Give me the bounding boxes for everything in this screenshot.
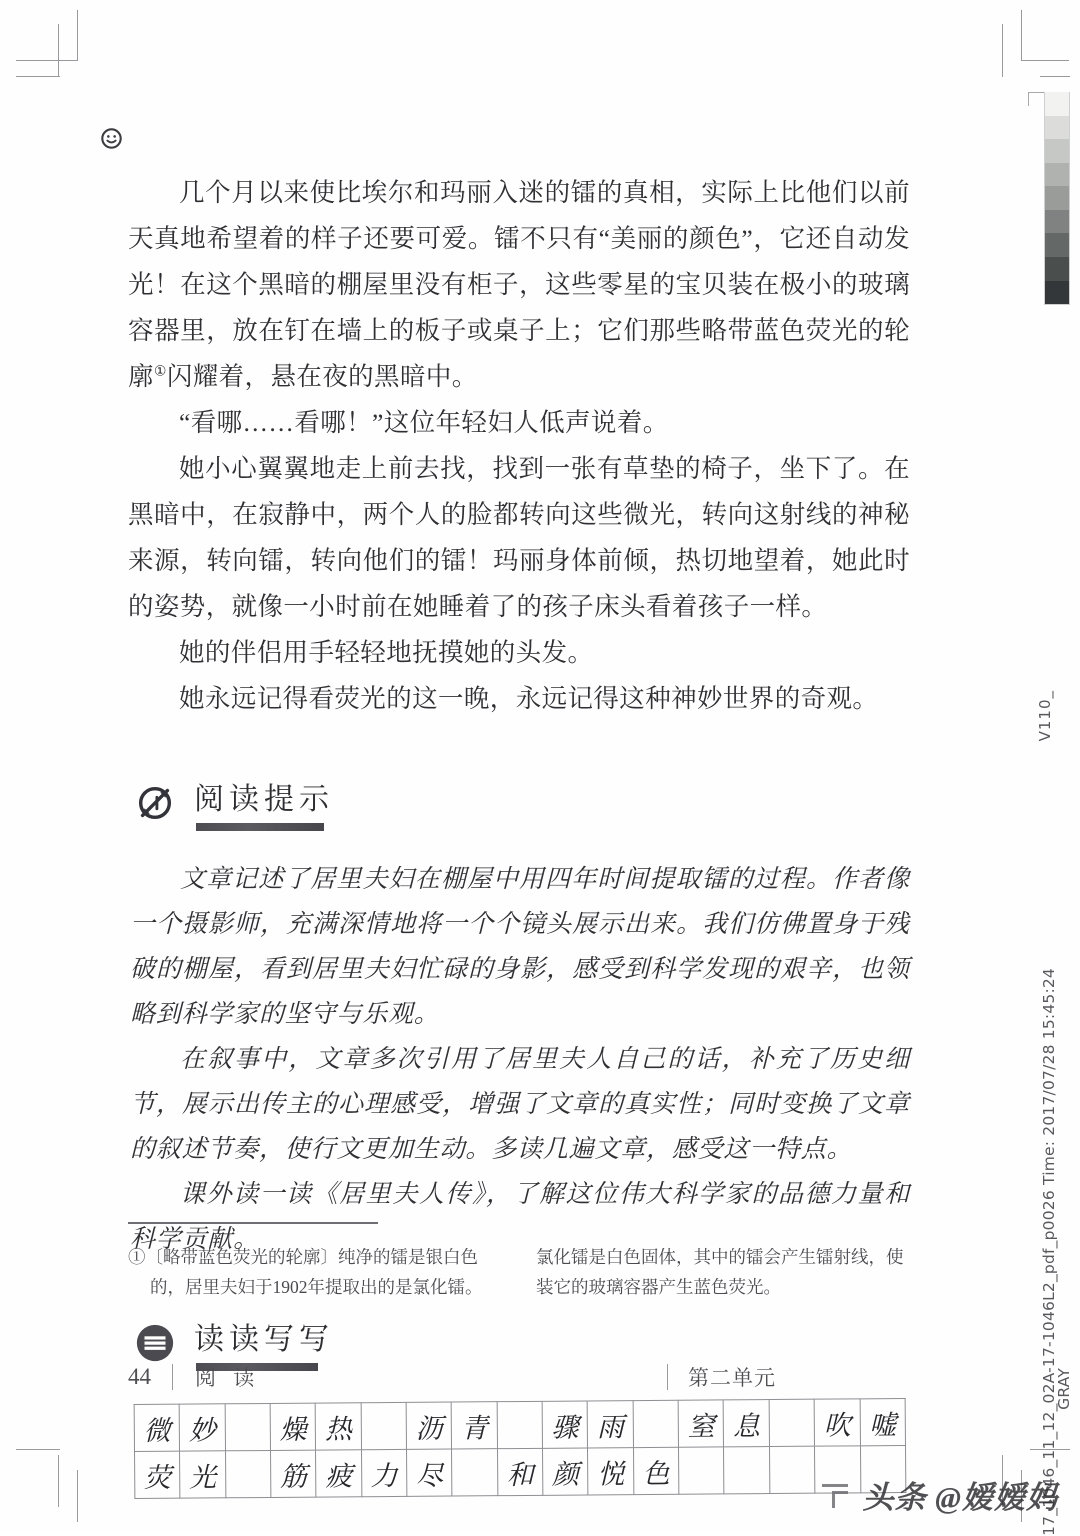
crop-mark-bottom-left-v2 — [77, 1470, 78, 1522]
footnote-column-left — [128, 1242, 500, 1302]
character-cell-filled: 雨 — [588, 1401, 634, 1448]
character-cell-blank — [633, 1400, 679, 1447]
section-reading-tips-underline — [196, 823, 324, 831]
grayscale-swatch-7 — [1045, 257, 1069, 281]
body-paragraph-2: “看哪……看哪！”这位年轻妇人低声说着。 — [179, 408, 669, 437]
character-cell-blank — [724, 1447, 770, 1494]
character-cell-blank — [452, 1449, 498, 1496]
character-cell-filled: 筋 — [271, 1450, 317, 1497]
crop-mark-top-left-v1 — [77, 10, 78, 61]
body-paragraph-4: 她的伴侣用手轻轻地抚摸她的头发。 — [179, 638, 594, 667]
footer-unit-label: 第二单元 — [688, 1366, 776, 1390]
footnote-block — [128, 1242, 918, 1302]
footnote-left-text: ①〔略带蓝色荧光的轮廓〕纯净的镭是银白色的，居里夫妇于1902年提取出的是氯化镭。 — [128, 1247, 483, 1297]
compass-arrow-circle-icon — [134, 782, 176, 824]
section-reading-tips — [128, 774, 910, 1262]
grayscale-calibration-strip — [1044, 92, 1070, 305]
grayscale-swatch-4 — [1045, 186, 1069, 210]
section-reading-tips-title-wrap — [194, 774, 334, 831]
hamburger-lines-circle-icon — [134, 1322, 176, 1364]
character-practice-grid-wrap — [134, 1398, 907, 1499]
body-paragraph-5: 她永远记得看荧光的这一晚，永远记得这种神妙世界的奇观。 — [179, 684, 879, 713]
section-reading-tips-title: 阅读提示 — [194, 783, 334, 816]
character-cell-filled: 嘘 — [860, 1398, 906, 1445]
character-cell-filled: 青 — [452, 1402, 498, 1449]
grayscale-swatch-1 — [1045, 116, 1069, 140]
reading-tips-paragraph-3: 课外读一读《居里夫人传》，了解这位伟大科学家的品德力量和科学贡献。 — [130, 1181, 910, 1253]
character-cell-filled: 息 — [724, 1400, 770, 1447]
character-cell-filled: 妙 — [179, 1404, 225, 1451]
character-grid-row — [134, 1398, 905, 1451]
character-grid-row — [135, 1445, 906, 1498]
page-footer — [128, 1362, 918, 1392]
body-paragraph-1 — [128, 170, 910, 400]
grayscale-swatch-3 — [1045, 163, 1069, 187]
grayscale-swatch-2 — [1045, 139, 1069, 163]
character-cell-filled: 骤 — [542, 1401, 588, 1448]
character-cell-filled: 疲 — [316, 1450, 362, 1497]
grayscale-strip-bracket-v — [1028, 92, 1029, 106]
section-reading-tips-body — [130, 857, 910, 1262]
footer-divider-right — [667, 1364, 668, 1390]
watermark — [818, 1472, 1058, 1517]
scan-id-label: 17_1046_11_12_02A-17-1046L2_pdf_p0026 Time: 2017/07/28 15:45:24 — [1040, 968, 1058, 1536]
crop-mark-top-right-h1 — [1021, 60, 1069, 61]
crop-mark-top-right-v2 — [1021, 10, 1022, 61]
section-reading-tips-header — [134, 774, 910, 831]
character-cell-filled: 力 — [361, 1449, 407, 1496]
smiley-face-icon — [101, 128, 122, 149]
crop-mark-top-left-h2 — [16, 76, 60, 77]
character-cell-filled: 尽 — [407, 1449, 453, 1496]
reading-tips-paragraph-1: 文章记述了居里夫妇在棚屋中用四年时间提取镭的过程。作者像一个摄影师，充满深情地将一个个镜头展示出来。我们仿佛置身于残破的棚屋，看到居里夫妇忙碌的身影，感受到科学发现的艰辛，也领略到科学家的坚守与乐观。 — [130, 866, 910, 1028]
section-read-write-title: 读读写写 — [194, 1323, 334, 1356]
crop-mark-top-right-h2 — [1040, 76, 1070, 77]
crop-mark-bottom-left-v1 — [58, 1455, 59, 1507]
body-paragraph-1-tail: 闪耀着，悬在夜的黑暗中。 — [166, 362, 478, 391]
footnote-marker-1: ① — [153, 364, 167, 380]
character-cell-blank — [225, 1403, 271, 1450]
watermark-text: 头条 @嫒嫒妈 — [862, 1480, 1058, 1515]
character-cell-blank — [769, 1399, 815, 1446]
character-cell-filled: 热 — [316, 1403, 362, 1450]
character-cell-filled: 沥 — [406, 1402, 452, 1449]
grayscale-swatch-8 — [1045, 281, 1069, 305]
footnote-column-right — [536, 1242, 908, 1302]
character-cell-filled: 颜 — [543, 1448, 589, 1495]
body-paragraph-1-text: 几个月以来使比埃尔和玛丽入迷的镭的真相，实际上比他们以前天真地希望着的样子还要可爱。镭不只有“美丽的颜色”，它还自动发光！在这个黑暗的棚屋里没有柜子，这些零星的宝贝装在极小的玻璃容器里，放在钉在墙上的板子或桌子上；它们那些略带蓝色荧光的轮廓 — [128, 178, 910, 391]
grayscale-swatch-6 — [1045, 233, 1069, 257]
body-paragraph-3: 她小心翼翼地走上前去找，找到一张有草垫的椅子，坐下了。在黑暗中，在寂静中，两个人的脸都转向这些微光，转向这射线的神秘来源，转向镭，转向他们的镭！玛丽身体前倾，热切地望着，她此时的姿势，就像一小时前在她睡着了的孩子床头看着孩子一样。 — [128, 454, 910, 621]
crop-mark-top-left-h1 — [16, 60, 78, 61]
character-cell-filled: 吹 — [814, 1399, 860, 1446]
grayscale-swatch-0 — [1045, 92, 1069, 116]
character-cell-blank — [769, 1446, 815, 1493]
scan-version-label: V110_ — [1036, 690, 1054, 742]
character-cell-filled: 光 — [180, 1451, 226, 1498]
grayscale-swatch-5 — [1045, 210, 1069, 234]
footnote-separator-rule — [128, 1222, 378, 1224]
character-cell-filled: 微 — [134, 1404, 180, 1451]
reading-tips-paragraph-2: 在叙事中，文章多次引用了居里夫人自己的话，补充了历史细节，展示出传主的心理感受，增强了文章的真实性；同时变换了文章的叙述节奏，使行文更加生动。多读几遍文章，感受这一特点。 — [130, 1046, 910, 1163]
character-cell-filled: 荧 — [135, 1451, 181, 1498]
character-cell-filled: 色 — [633, 1447, 679, 1494]
scan-color-mode-label: GRAY — [1055, 1368, 1073, 1410]
page-number: 44 — [128, 1364, 151, 1389]
section-read-write — [128, 1314, 910, 1496]
character-practice-grid — [134, 1398, 907, 1499]
crop-mark-top-right-v1 — [1002, 24, 1003, 77]
footer-section-label: 阅 读 — [195, 1366, 261, 1390]
crop-mark-bottom-left-h1 — [16, 1449, 60, 1450]
character-cell-filled: 和 — [497, 1448, 543, 1495]
toutiao-logo-icon — [818, 1478, 852, 1512]
character-cell-filled: 燥 — [270, 1403, 316, 1450]
crop-mark-top-left-v2 — [58, 24, 59, 77]
footnote-right-text: 氯化镭是白色固体，其中的镭会产生镭射线，使装它的玻璃容器产生蓝色荧光。 — [536, 1247, 904, 1297]
character-cell-blank — [361, 1402, 407, 1449]
footer-divider-left — [172, 1364, 173, 1390]
character-cell-filled: 窒 — [678, 1400, 724, 1447]
character-cell-filled: 悦 — [588, 1448, 634, 1495]
character-cell-blank — [679, 1447, 725, 1494]
character-cell-blank — [497, 1401, 543, 1448]
character-cell-blank — [225, 1450, 271, 1497]
